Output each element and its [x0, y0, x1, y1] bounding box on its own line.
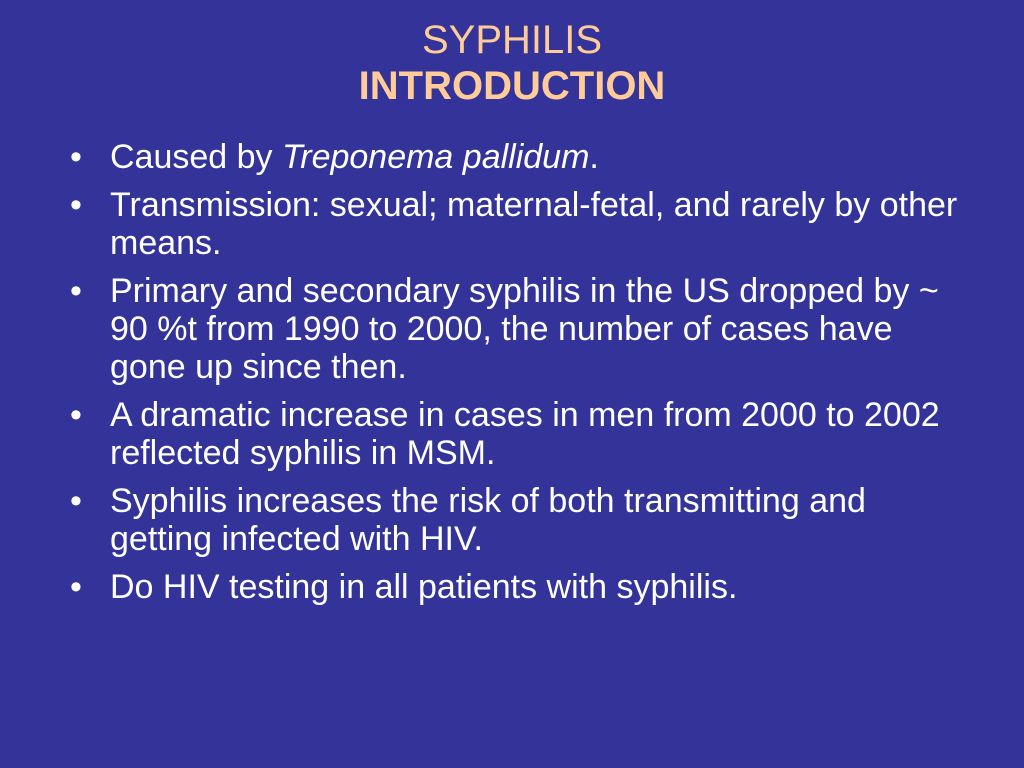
bullet-text: Primary and secondary syphilis in the US dropped by ~ 90 %t from 1990 to 2000, the number of cases have gone up since then. [110, 272, 939, 386]
bullet-text-italic: Treponema pallidum [282, 138, 590, 176]
bullet-list [70, 138, 970, 616]
title-line-1: SYPHILIS [421, 18, 603, 62]
bullet-item-transmission [70, 186, 970, 262]
slide-title [0, 18, 1024, 110]
bullet-text: Transmission: sexual; maternal-fetal, and rarely by other means. [110, 186, 958, 262]
bullet-text-suffix: . [589, 138, 599, 176]
bullet-item-hiv-risk [70, 482, 970, 558]
bullet-icon: • [70, 482, 82, 520]
bullet-text-prefix: Caused by [110, 138, 282, 176]
bullet-text: A dramatic increase in cases in men from 2000 to 2002 reflected syphilis in MSM. [110, 396, 940, 472]
title-line-2: INTRODUCTION [358, 64, 666, 108]
bullet-icon: • [70, 138, 82, 176]
bullet-text [110, 138, 599, 176]
bullet-item-increase [70, 396, 970, 472]
bullet-icon: • [70, 186, 82, 224]
bullet-text: Do HIV testing in all patients with syphilis. [110, 568, 738, 606]
bullet-item-hiv-testing [70, 568, 970, 606]
bullet-icon: • [70, 396, 82, 434]
bullet-icon: • [70, 568, 82, 606]
bullet-icon: • [70, 272, 82, 310]
bullet-item-trend [70, 272, 970, 386]
bullet-item-cause [70, 138, 970, 176]
bullet-text: Syphilis increases the risk of both transmitting and getting infected with HIV. [110, 482, 866, 558]
